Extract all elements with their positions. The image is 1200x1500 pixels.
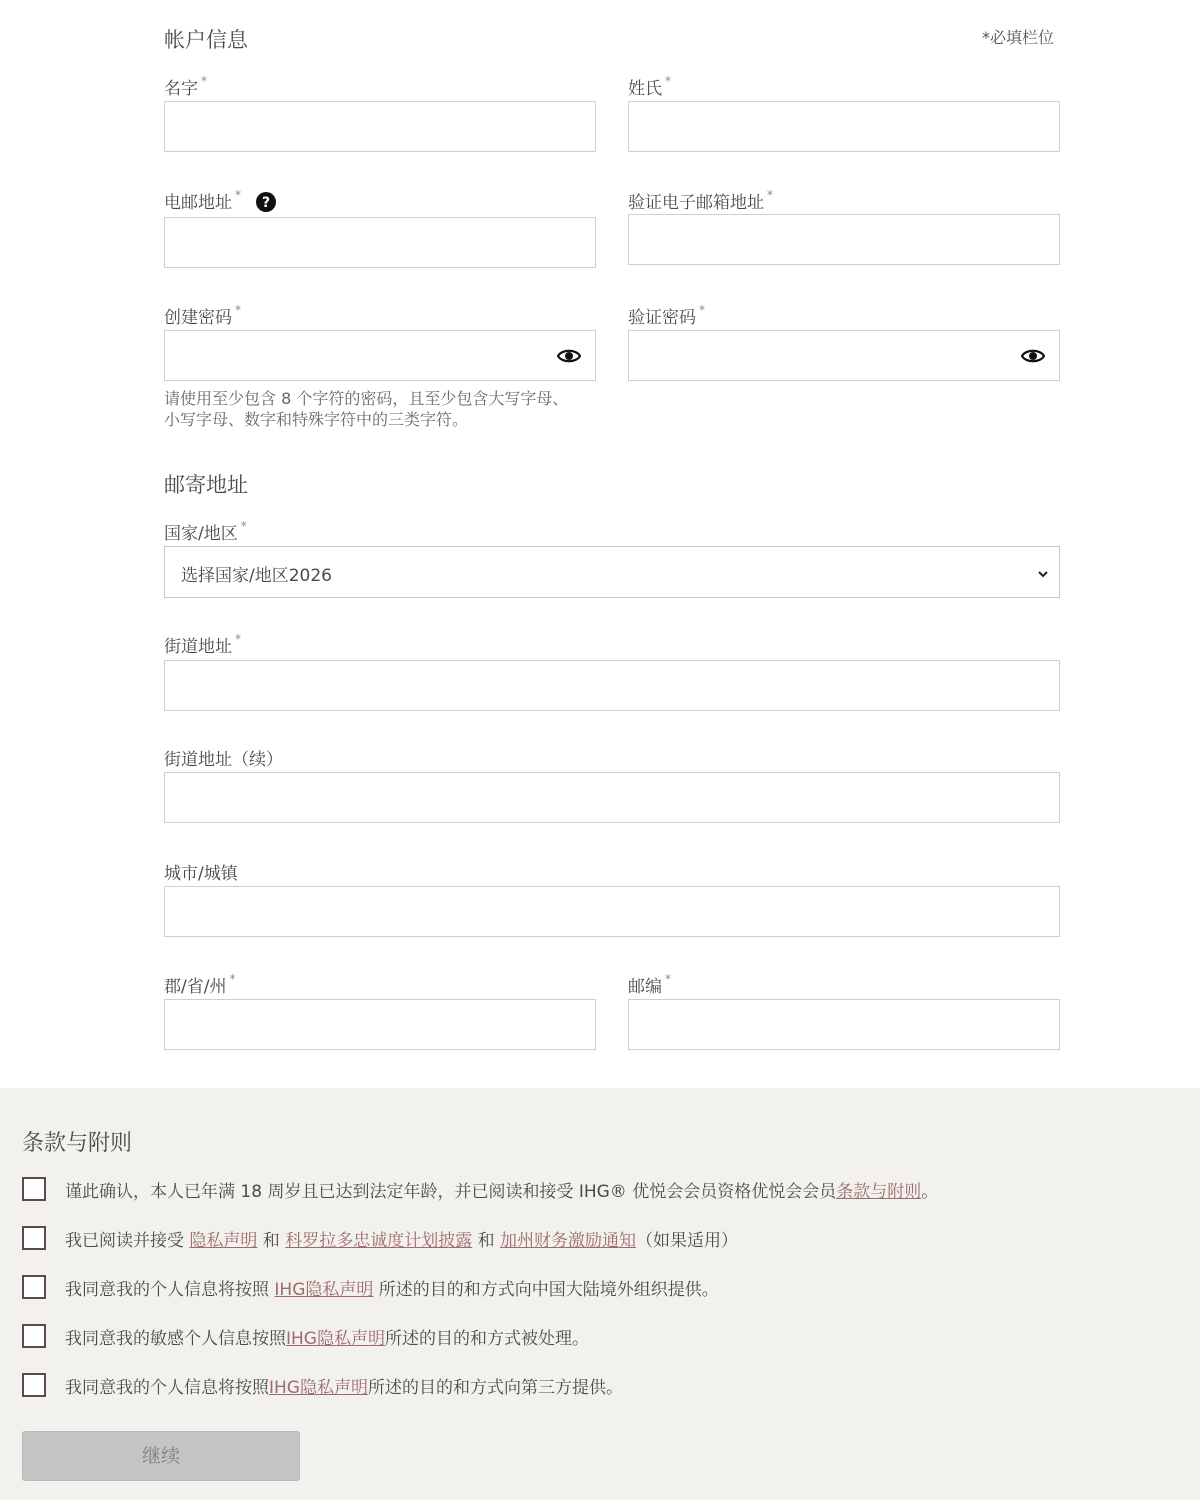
first-name-input[interactable]: [165, 102, 595, 151]
chevron-down-icon: [1037, 565, 1049, 577]
continue-button[interactable]: 继续: [22, 1431, 300, 1481]
street-label: 街道地址 *: [164, 632, 241, 657]
cross-border-consent-row: [22, 1274, 719, 1300]
last-name-field[interactable]: [628, 101, 1060, 152]
password-input[interactable]: [165, 331, 595, 380]
colorado-disclosure-link[interactable]: 科罗拉多忠诚度计划披露: [285, 1230, 473, 1251]
password-label: 创建密码 *: [164, 303, 241, 328]
terms-agreement-row: [22, 1176, 938, 1202]
confirm-email-input[interactable]: [629, 215, 1059, 264]
postal-label: 邮编 *: [628, 972, 671, 997]
email-input[interactable]: [165, 218, 595, 267]
city-input[interactable]: [165, 887, 1059, 936]
ihg-privacy-link[interactable]: IHG隐私声明: [269, 1377, 368, 1398]
postal-field[interactable]: [628, 999, 1060, 1050]
svg-text:?: ?: [262, 195, 271, 211]
password-field[interactable]: [164, 330, 596, 381]
first-name-label: 名字 *: [164, 74, 207, 99]
state-input[interactable]: [165, 1000, 595, 1049]
email-field[interactable]: [164, 217, 596, 268]
cross-border-consent-text: 我同意我的个人信息将按照 IHG隐私声明 所述的目的和方式向中国大陆境外组织提供。: [65, 1279, 719, 1300]
confirm-email-label: 验证电子邮箱地址 *: [628, 188, 773, 213]
california-notice-link[interactable]: 加州财务激励通知: [500, 1230, 637, 1251]
address-section-title: 邮寄地址: [164, 473, 248, 497]
postal-input[interactable]: [629, 1000, 1059, 1049]
confirm-password-input[interactable]: [629, 331, 1059, 380]
terms-section: [0, 1088, 1200, 1500]
state-field[interactable]: [164, 999, 596, 1050]
state-label: 郡/省/州 *: [164, 972, 236, 997]
last-name-label: 姓氏 *: [628, 74, 671, 99]
password-hint: 请使用至少包含 8 个字符的密码，且至少包含大写字母、小写字母、数字和特殊字符中的三类字符。: [164, 389, 569, 429]
sensitive-info-consent-text: 我同意我的敏感个人信息按照IHG隐私声明所述的目的和方式被处理。: [65, 1328, 589, 1349]
street2-field[interactable]: [164, 772, 1060, 823]
confirm-email-field[interactable]: [628, 214, 1060, 265]
cross-border-checkbox[interactable]: [22, 1275, 46, 1299]
country-selected-value: 选择国家/地区2026: [181, 566, 332, 586]
third-party-checkbox[interactable]: [22, 1373, 46, 1397]
required-fields-note: *必填栏位: [982, 28, 1055, 47]
country-select[interactable]: [164, 546, 1060, 598]
privacy-statement-link[interactable]: 隐私声明: [189, 1230, 258, 1251]
account-section-title: 帐户信息: [164, 28, 248, 52]
eye-icon[interactable]: [557, 347, 581, 365]
street2-label: 街道地址（续）: [164, 750, 283, 770]
email-label: 电邮地址 * ?: [164, 188, 276, 213]
street2-input[interactable]: [165, 773, 1059, 822]
confirm-password-field[interactable]: [628, 330, 1060, 381]
terms-link[interactable]: 条款与附则: [836, 1181, 922, 1202]
street-input[interactable]: [165, 661, 1059, 710]
country-label: 国家/地区 *: [164, 519, 247, 544]
question-circle-icon[interactable]: [256, 192, 276, 212]
street-field[interactable]: [164, 660, 1060, 711]
privacy-checkbox[interactable]: [22, 1226, 46, 1250]
sensitive-info-checkbox[interactable]: [22, 1324, 46, 1348]
third-party-consent-text: 我同意我的个人信息将按照IHG隐私声明所述的目的和方式向第三方提供。: [65, 1377, 623, 1398]
terms-agreement-text: 谨此确认，本人已年满 18 周岁且已达到法定年龄，并已阅读和接受 IHG® 优悦会会员资格优悦会会员条款与附则。: [65, 1181, 939, 1202]
city-label: 城市/城镇: [164, 864, 238, 884]
ihg-privacy-link[interactable]: IHG隐私声明: [286, 1328, 385, 1349]
privacy-agreement-text: 我已阅读并接受 隐私声明 和 科罗拉多忠诚度计划披露 和 加州财务激励通知（如果适用）: [65, 1230, 739, 1251]
city-field[interactable]: [164, 886, 1060, 937]
terms-checkbox[interactable]: [22, 1177, 46, 1201]
terms-title: 条款与附则: [22, 1131, 133, 1156]
first-name-field[interactable]: [164, 101, 596, 152]
eye-icon[interactable]: [1021, 347, 1045, 365]
ihg-privacy-link[interactable]: IHG隐私声明: [274, 1279, 374, 1300]
third-party-consent-row: [22, 1372, 623, 1398]
last-name-input[interactable]: [629, 102, 1059, 151]
sensitive-info-consent-row: [22, 1323, 589, 1349]
privacy-agreement-row: [22, 1225, 738, 1251]
confirm-password-label: 验证密码 *: [628, 303, 705, 328]
